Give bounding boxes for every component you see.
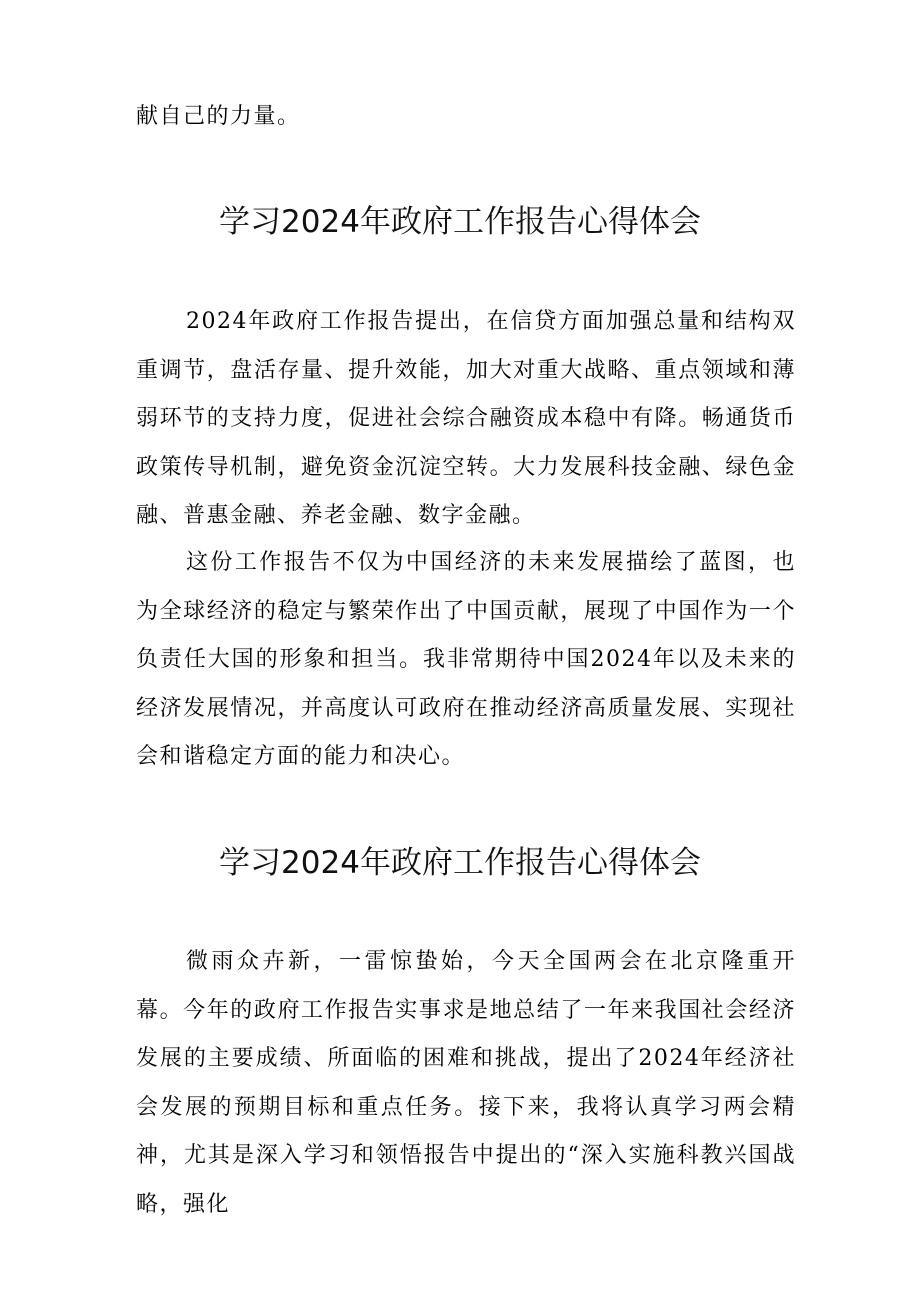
- section-1-paragraph-2: 这份工作报告不仅为中国经济的未来发展描绘了蓝图，也为全球经济的稳定与繁荣作出了中国贡献，展现了中国作为一个负责任大国的形象和担当。我非常期待中国2024年以及未来的经济发展情况，并高度认可政府在推动经济高质量发展、实现社会和谐稳定方面的能力和决心。: [136, 550, 796, 770]
- section-1-paragraph-1: 2024年政府工作报告提出，在信贷方面加强总量和结构双重调节，盘活存量、提升效能，加大对重大战略、重点领域和薄弱环节的支持力度，促进社会综合融资成本稳中有降。畅通货币政策传导机制，避免资金沉淀空转。大力发展科技金融、绿色金融、普惠金融、养老金融、数字金融。: [136, 309, 796, 529]
- section-2-heading: 学习2024年政府工作报告心得体会: [219, 845, 701, 881]
- section-2-paragraph-1: 微雨众卉新，一雷惊蛰始，今天全国两会在北京隆重开幕。今年的政府工作报告实事求是地总结了一年来我国社会经济发展的主要成绩、所面临的困难和挑战，提出了2024年经济社会发展的预期目标和重点任务。接下来，我将认真学习两会精神，尤其是深入学习和领悟报告中提出的“深入实施科教兴国战略，强化: [136, 949, 796, 1217]
- lead-paragraph-fragment: 献自己的力量。: [136, 104, 301, 129]
- section-1-heading: 学习2024年政府工作报告心得体会: [219, 204, 701, 240]
